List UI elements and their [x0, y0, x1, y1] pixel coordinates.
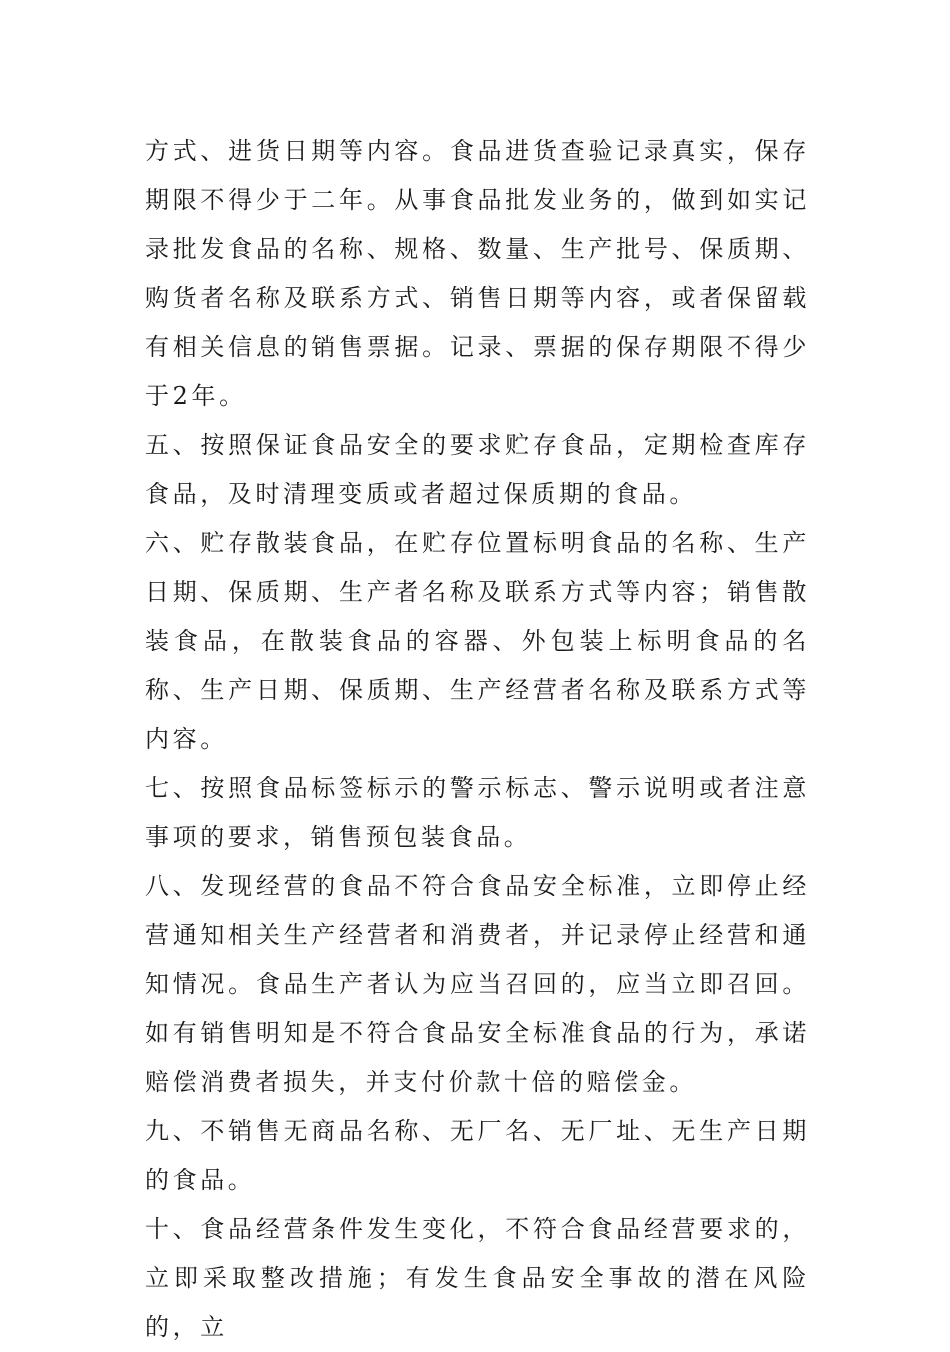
paragraph-purchase-records: 方式、进货日期等内容。食品进货查验记录真实，保存期限不得少于二年。从事食品批发业务的，做到如实记录批发食品的名称、规格、数量、生产批号、保质期、购货者名称及联系方式、销售日期等内容，或者保留载有相关信息的销售票据。记录、票据的保存期限不得少于2年。 — [145, 137, 810, 410]
paragraph-item-5: 五、按照保证食品安全的要求贮存食品，定期检查库存食品，及时清理变质或者超过保质期的食品。 — [145, 431, 810, 508]
paragraph-item-7: 七、按照食品标签标示的警示标志、警示说明或者注意事项的要求，销售预包装食品。 — [145, 774, 810, 851]
paragraph-item-9: 九、不销售无商品名称、无厂名、无厂址、无生产日期的食品。 — [145, 1117, 810, 1194]
paragraph-item-10: 十、食品经营条件发生变化，不符合食品经营要求的，立即采取整改措施；有发生食品安全事故的潜在风险的，立 — [145, 1215, 810, 1341]
paragraph-item-8: 八、发现经营的食品不符合食品安全标准，立即停止经营通知相关生产经营者和消费者，并记录停止经营和通知情况。食品生产者认为应当召回的，应当立即召回。如有销售明知是不符合食品安全标准食品的行为，承诺赔偿消费者损失，并支付价款十倍的赔偿金。 — [145, 872, 810, 1096]
document-page — [145, 127, 810, 1352]
paragraph-item-6: 六、贮存散装食品，在贮存位置标明食品的名称、生产日期、保质期、生产者名称及联系方式等内容；销售散装食品，在散装食品的容器、外包装上标明食品的名称、生产日期、保质期、生产经营者名称及联系方式等内容。 — [145, 529, 810, 753]
